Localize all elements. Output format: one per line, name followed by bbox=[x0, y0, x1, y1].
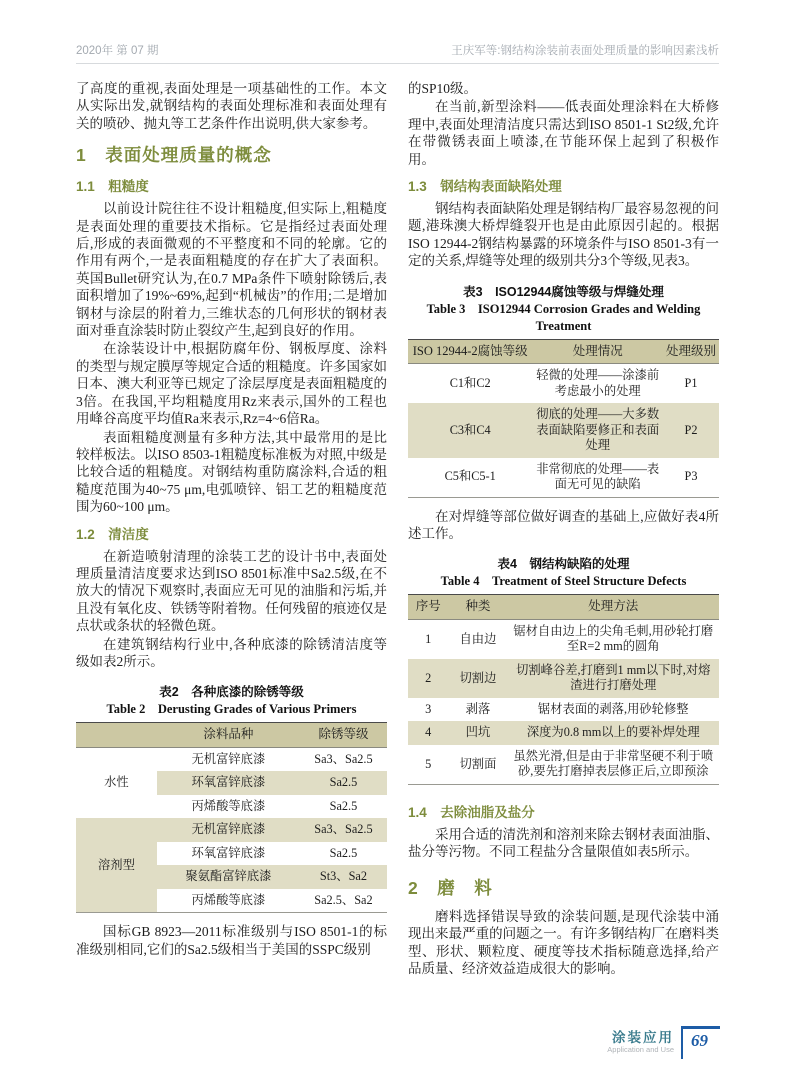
footer-column-title-cn: 涂装应用 bbox=[612, 1030, 674, 1045]
table2-cell: 聚氨酯富锌底漆 bbox=[157, 865, 300, 889]
table3-cell: C5和C5-1 bbox=[444, 469, 496, 484]
table-row bbox=[408, 721, 719, 745]
section-heading-1: 1 表面处理质量的概念 bbox=[76, 145, 272, 166]
table4-header-no: 序号 bbox=[408, 595, 448, 620]
page-header bbox=[76, 42, 719, 64]
paragraph-new-coatings: 在当前,新型涂料——低表面处理涂料在大桥修理中,表面处理清洁度只需达到ISO 8501-1 St2级,允许在带微锈表面上喷漆,在节能环保上起到了积极作用。 bbox=[408, 99, 719, 167]
paragraph-roughness-2: 在涂装设计中,根据防腐年份、钢板厚度、涂料的类型与规定膜厚等规定合适的粗糙度。许多国家如日本、澳大利亚等已规定了涂层厚度是表面粗糙度的3倍。在我国,平均粗糙度用Rz来表示,国外的工程也用峰谷高度平均值Ra来表示,Rz=4~6倍Ra。 bbox=[76, 341, 387, 427]
table4-cell: 3 bbox=[425, 701, 432, 716]
table2-caption-cn: 表2 各种底漆的除锈等级 bbox=[159, 685, 304, 700]
table3-header-situation: 处理情况 bbox=[532, 339, 663, 364]
table2-cell: 环氧富锌底漆 bbox=[157, 842, 300, 866]
paragraph-intro-continuation: 了高度的重视,表面处理是一项基础性的工作。本文从实际出发,就钢结构的表面处理标准和表面处理有关的喷砂、抛丸等工艺条件作出说明,供大家参考。 bbox=[76, 81, 387, 131]
table2-header-grade: 除锈等级 bbox=[300, 723, 387, 748]
subsection-heading-1-1: 1.1 粗糙度 bbox=[76, 179, 149, 195]
footer-column-labels bbox=[607, 1026, 674, 1055]
paragraph-roughness-3: 表面粗糙度测量有多种方法,其中最常用的是比较样板法。以ISO 8503-1粗糙度标准板为对照,中级是比较合适的粗糙度。对钢结构重防腐涂料,合适的粗糙度范围为40~75 μm,电弧喷锌、铝工艺的粗糙度范围为60~100 μm。 bbox=[76, 429, 387, 515]
table4-cell: 自由边 bbox=[459, 631, 497, 646]
table-row bbox=[408, 458, 719, 498]
table3-cell: P1 bbox=[684, 375, 698, 390]
table4-cell: 1 bbox=[425, 631, 432, 646]
paragraph-gb-standard: 国标GB 8923—2011标准级别与ISO 8501-1的标准级别相同,它们的Sa2.5级相当于美国的SSPC级别 bbox=[76, 924, 387, 957]
table2-cell: 无机富锌底漆 bbox=[157, 818, 300, 842]
table4-cell: 深度为0.8 mm以上的要补焊处理 bbox=[508, 721, 720, 745]
table3-header-grade: ISO 12944-2腐蚀等级 bbox=[408, 339, 532, 364]
table2-header-empty bbox=[76, 723, 157, 748]
page-footer bbox=[607, 1026, 720, 1059]
table-3-corrosion-grades bbox=[408, 339, 719, 498]
table2-group-solventborne: 溶剂型 bbox=[76, 818, 157, 913]
table2-header-row bbox=[76, 723, 387, 748]
table3-cell: 非常彻底的处理——表面无可见的缺陷 bbox=[536, 461, 660, 492]
paragraph-roughness-1: 以前设计院往往不设计粗糙度,但实际上,粗糙度是表面处理的重要技术指标。它是指经过表面处理后,形成的表面微观的不平整度和不同的轮廓。它的作用有两个,一是表面粗糙度的存在扩大了表面积。英国Bullet研究认为,在0.7 MPa条件下喷射除锈后,表面积增加了19%~69%,起到“机械齿”的作用;二是增加钢材与涂层的附着力,三维状态的几何形状的钢材表面对垂直涂装时防止裂纹产生,起到良好的作用。 bbox=[76, 201, 387, 339]
table3-cell: P3 bbox=[684, 469, 698, 484]
table3-cell: C3和C4 bbox=[408, 403, 532, 458]
table3-cell: C1和C2 bbox=[449, 375, 491, 390]
table2-cell: 丙烯酸等底漆 bbox=[191, 798, 266, 813]
two-column-body bbox=[76, 80, 719, 978]
table4-cell: 2 bbox=[408, 659, 448, 698]
paragraph-cleanliness-1: 在新造喷射清理的涂装工艺的设计书中,表面处理质量清洁度要求达到ISO 8501标准中Sa2.5级,在不放大的情况下观察时,表面应无可见的油脂和污垢,并且没有氧化皮、铁锈等附着物。任何残留的痕迹仅是点状或条状的轻微色斑。 bbox=[76, 548, 387, 634]
table2-cell: Sa2.5 bbox=[300, 842, 387, 866]
table4-cell: 切割边 bbox=[448, 659, 507, 698]
table4-cell: 4 bbox=[408, 721, 448, 745]
table4-cell: 切割峰谷差,打磨到1 mm以下时,对熔渣进行打磨处理 bbox=[508, 659, 720, 698]
table3-cell: P2 bbox=[663, 403, 719, 458]
table2-cell: Sa2.5 bbox=[329, 798, 358, 813]
paragraph-abrasive: 磨料选择错误导致的涂装问题,是现代涂装中涌现出来最严重的问题之一。有许多钢结构厂在磨料类型、形状、颗粒度、硬度等技术指标随意选择,给产品质量、经济效益造成很大的影响。 bbox=[408, 908, 719, 976]
header-issue: 2020年 第 07 期 bbox=[76, 45, 159, 57]
table-row bbox=[408, 698, 719, 722]
page-number-box bbox=[681, 1026, 720, 1059]
table3-cell: 轻微的处理——涂漆前考虑最小的处理 bbox=[536, 368, 660, 398]
subsection-heading-1-3: 1.3 钢结构表面缺陷处理 bbox=[408, 179, 562, 195]
table4-cell: 剥落 bbox=[465, 701, 491, 716]
table-2-derusting-grades bbox=[76, 722, 387, 913]
table-row bbox=[76, 747, 387, 771]
table2-header-primer: 涂料品种 bbox=[157, 723, 300, 748]
table2-cell: 无机富锌底漆 bbox=[191, 751, 266, 766]
paragraph-cleanliness-2: 在建筑钢结构行业中,各种底漆的除锈清洁度等级如表2所示。 bbox=[76, 636, 387, 669]
table3-cell: 彻底的处理——大多数表面缺陷要修正和表面处理 bbox=[532, 403, 663, 458]
table4-caption-cn: 表4 钢结构缺陷的处理 bbox=[497, 557, 630, 572]
subsection-heading-1-4: 1.4 去除油脂及盐分 bbox=[408, 804, 535, 820]
table4-cell: 切割面 bbox=[459, 756, 497, 771]
table4-cell: 虽然光滑,但是由于非常坚硬不利于喷砂,要先打磨掉表层修正后,立即预涂 bbox=[513, 748, 714, 779]
table3-header-row bbox=[408, 339, 719, 364]
table3-header-level: 处理级别 bbox=[663, 339, 719, 364]
table4-cell: 凹坑 bbox=[448, 721, 507, 745]
table4-header-type: 种类 bbox=[448, 595, 507, 620]
table4-cell: 锯材表面的剥落,用砂轮修整 bbox=[537, 701, 689, 716]
paragraph-degrease: 采用合适的清洗剂和溶剂来除去钢材表面油脂、盐分等污物。不同工程盐分含量限值如表5所示。 bbox=[408, 826, 719, 860]
table-4-defect-treatment bbox=[408, 594, 719, 785]
table-row bbox=[408, 403, 719, 458]
table2-caption-en: Table 2 Derusting Grades of Various Primers bbox=[106, 702, 357, 717]
paragraph-defects: 钢结构表面缺陷处理是钢结构厂最容易忽视的问题,港珠澳大桥焊缝裂开也是由此原因引起的。根据ISO 12944-2钢结构暴露的环境条件与ISO 8501-3有一定的关系,焊缝等处理的级别共分3个等级,见表3。 bbox=[408, 201, 719, 269]
table-row bbox=[408, 659, 719, 698]
table2-cell: Sa2.5、Sa2 bbox=[300, 889, 387, 913]
table4-header-row bbox=[408, 595, 719, 620]
left-column bbox=[76, 80, 387, 978]
table4-cell: 5 bbox=[425, 756, 432, 771]
table2-cell: Sa3、Sa2.5 bbox=[314, 751, 373, 766]
table2-cell: Sa3、Sa2.5 bbox=[300, 818, 387, 842]
table4-cell: 锯材自由边上的尖角毛刺,用砂轮打磨至R=2 mm的圆角 bbox=[513, 623, 714, 654]
table3-caption-cn: 表3 ISO12944腐蚀等级与焊缝处理 bbox=[463, 284, 664, 299]
table-row bbox=[408, 619, 719, 659]
section-heading-2: 2 磨 料 bbox=[408, 877, 493, 898]
paragraph-weld-survey: 在对焊缝等部位做好调查的基础上,应做好表4所述工作。 bbox=[408, 508, 719, 542]
right-column bbox=[408, 80, 719, 978]
subsection-heading-1-2: 1.2 清洁度 bbox=[76, 526, 149, 542]
footer-column-title-en: Application and Use bbox=[607, 1045, 674, 1054]
table2-cell: 丙烯酸等底漆 bbox=[157, 889, 300, 913]
page-number: 69 bbox=[691, 1031, 708, 1050]
table4-caption-en: Table 4 Treatment of Steel Structure Defects bbox=[440, 574, 687, 589]
table2-cell: St3、Sa2 bbox=[300, 865, 387, 889]
table2-group-waterborne: 水性 bbox=[76, 747, 157, 818]
table-row bbox=[408, 745, 719, 785]
table-row bbox=[76, 818, 387, 842]
table3-caption-en-line1: Table 3 ISO12944 Corrosion Grades and Welding bbox=[426, 301, 701, 316]
table3-caption-en-line2: Treatment bbox=[535, 318, 592, 333]
table2-cell: 环氧富锌底漆 bbox=[157, 771, 300, 795]
table2-cell: Sa2.5 bbox=[300, 771, 387, 795]
table-row bbox=[408, 364, 719, 404]
table4-header-method: 处理方法 bbox=[508, 595, 720, 620]
header-running-title: 王庆军等:钢结构涂装前表面处理质量的影响因素浅析 bbox=[451, 45, 719, 57]
paragraph-sp10-continuation: 的SP10级。 bbox=[408, 81, 478, 96]
